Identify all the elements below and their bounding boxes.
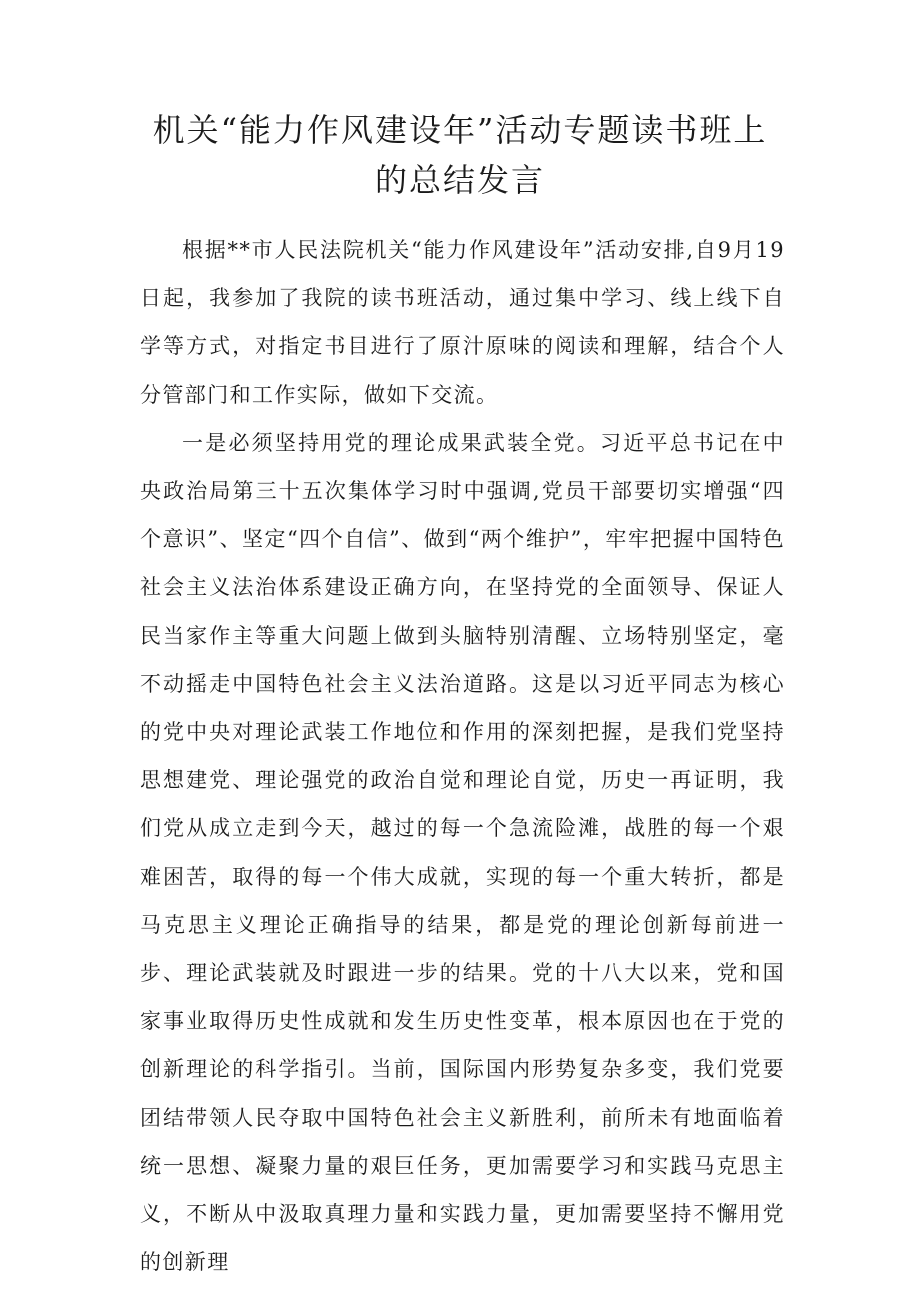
document-body (140, 226, 785, 1286)
paragraph-1: 根据**市人民法院机关“能力作风建设年”活动安排,自9月19日起，我参加了我院的读书班活动，通过集中学习、线上线下自学等方式，对指定书目进行了原汁原味的阅读和理解，结合个人分管部门和工作实际，做如下交流。 (140, 238, 785, 407)
paragraph-2: 一是必须坚持用党的理论成果武装全党。习近平总书记在中央政治局第三十五次集体学习时中强调,党员干部要切实增强“四个意识”、坚定“四个自信”、做到“两个维护”，牢牢把握中国特色社会主义法治体系建设正确方向，在坚持党的全面领导、保证人民当家作主等重大问题上做到头脑特别清醒、立场特别坚定，毫不动摇走中国特色社会主义法治道路。这是以习近平同志为核心的党中央对理论武装工作地位和作用的深刻把握，是我们党坚持思想建党、理论强党的政治自觉和理论自觉，历史一再证明，我们党从成立走到今天，越过的每一个急流险滩，战胜的每一个艰难困苦，取得的每一个伟大成就，实现的每一个重大转折，都是马克思主义理论正确指导的结果，都是党的理论创新每前进一步、理论武装就及时跟进一步的结果。党的十八大以来，党和国家事业取得历史性成就和发生历史性变革，根本原因也在于党的创新理论的科学指引。当前，国际国内形势复杂多变，我们党要团结带领人民夺取中国特色社会主义新胜利，前所未有地面临着统一思想、凝聚力量的艰巨任务，更加需要学习和实践马克思主义，不断从中汲取真理力量和实践力量，更加需要坚持不懈用党的创新理 (140, 430, 785, 1275)
document-title-line-2: 的总结发言 (374, 161, 545, 199)
document-title-line-1: 机关“能力作风建设年”活动专题读书班上 (152, 111, 768, 149)
